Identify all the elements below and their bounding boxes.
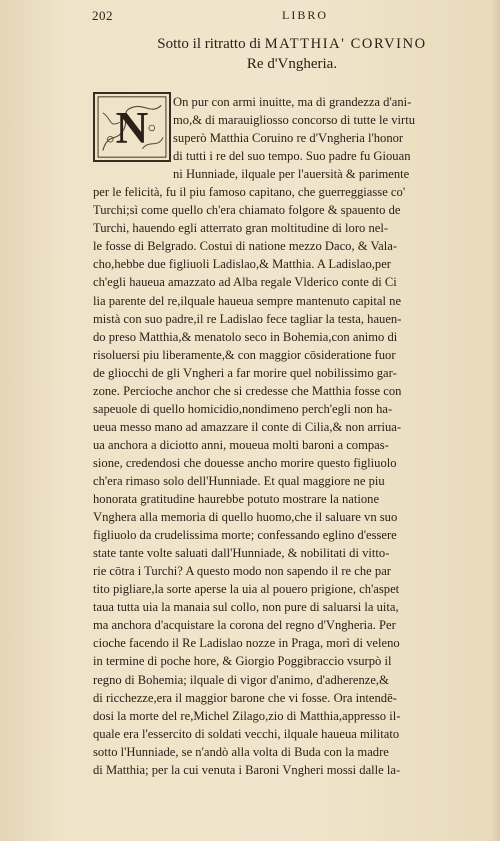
text-line: figliuolo da crudelissima morte; confessando eglino d'essere — [93, 528, 397, 543]
running-title: LIBRO — [282, 8, 328, 22]
text-line: taua tutta uia la manaia sul collo, non pure di saluarsi la uita, — [93, 600, 399, 615]
text-line: sione, credendosi che douesse ancho morire questo figliuolo — [93, 455, 397, 470]
text-line: ma anchora d'acquistare la corona del regno d'Vngheria. Per — [93, 618, 396, 633]
text-line: ua anchora a diciotto anni, moueua molti baroni a compas- — [93, 437, 389, 452]
title-line — [112, 34, 472, 54]
text-line: risoluersi piu liberamente,& con maggior cōsideratione fuor — [93, 347, 396, 362]
dropcap-letter: N — [115, 103, 149, 154]
text-line: in termine di poche hore, & Giorgio Poggibraccio vsurpò il — [93, 654, 392, 669]
text-line: le fosse di Belgrado. Costui di natione mezzo Daco, & Vala- — [93, 239, 398, 254]
text-line: zone. Percioche anchor che si credesse che Matthia fosse con — [93, 383, 402, 398]
text-line: cioche facendo il Re Ladislao nozze in Praga, morì di veleno — [93, 636, 400, 651]
text-line: ni Hunniade, ilquale per l'auersità & parimente — [173, 167, 410, 182]
text-line: di Matthia; per la cui venuta i Baroni Vngheri mossi dalle la- — [93, 762, 401, 777]
text-line: di ricchezze,era il maggior barone che vi fosse. Ora intendē- — [93, 690, 397, 705]
text-line: sapeuole di quello homicidio,nondimeno perch'egli non ha- — [93, 401, 393, 416]
text-line: lia parente del re,ilquale haueua sempre mantenuto capital ne — [93, 293, 402, 308]
text-line: regno di Bohemia; ilquale di vigor d'animo, d'adherenze,& — [93, 672, 389, 687]
text-line: Vnghera alla memoria di quello huomo,che il saluare vn suo — [93, 510, 398, 525]
text-line: sotto l'Hunniade, se n'andò alla volta di Buda con la madre — [93, 744, 389, 759]
body-text — [93, 93, 472, 779]
text-line: mo,& di marauigliosso concorso di tutte le virtu — [173, 113, 416, 128]
text-line: Turchi, hauendo egli atterrato gran moltitudine di loro nel- — [93, 221, 389, 236]
section-title — [112, 34, 472, 74]
text-line: Turchi;sì come quello ch'era chiamato folgore & spauento de — [93, 203, 401, 218]
text-line: tito pigliare,la sorte aperse la uia al pouero prigione, ch'aspet — [93, 582, 400, 597]
title-prefix: Sotto il ritratto di — [157, 36, 265, 52]
text-line: state tante volte saluati dall'Hunniade, & nobilitati di vitto- — [93, 546, 390, 561]
text-line: rie cōtra i Turchi? A questo modo non sapendo il re che par — [93, 564, 391, 579]
text-line: honorata gratitudine haurebbe potuto mostrare la natione — [93, 492, 380, 507]
text-line: ch'era rimaso solo dell'Hunniade. Et qual maggiore ne piu — [93, 473, 385, 488]
text-line: superò Matthia Coruino re d'Vngheria l'honor — [173, 131, 404, 146]
text-line: ueua messo mano ad amazzare il conte di Cilia,& non arriua- — [93, 419, 402, 434]
text-line: ch'egli haueua amazzato ad Alba regale Vlderico conte di Ci — [93, 275, 397, 290]
page-number: 202 — [92, 8, 113, 23]
text-line: dosi la morte del re,Michel Zilago,zio di Matthia,appresso il- — [93, 708, 401, 723]
title-subtitle: Re d'Vngheria. — [246, 56, 338, 72]
text-line: quale era l'essercito di soldati vecchi, ilquale haueua militato — [93, 726, 400, 741]
page-edge-shadow — [490, 0, 500, 841]
text-line: On pur con armi inuitte, ma di grandezza d'ani- — [173, 95, 412, 109]
text-line: cho,hebbe due figliuoli Ladislao,& Matthia. A Ladislao,per — [93, 257, 391, 272]
title-name: MATTHIA' CORVINO — [264, 36, 427, 52]
text-line: de gliocchi de gli Vngheri a far morire quel nobilissimo gar- — [93, 365, 397, 380]
text-line: do preso Matthia,& menatolo seco in Bohemia,con animo di — [93, 329, 398, 344]
text-line: mistà con suo padre,il re Ladislao fece tagliar la testa, hauen- — [93, 311, 402, 326]
text-line: per le felicità, fu il piu famoso capitano, che guerreggiasse co' — [93, 185, 406, 200]
text-line: di tutti i re del suo tempo. Suo padre fu Giouan — [173, 149, 411, 164]
running-head — [92, 8, 472, 28]
